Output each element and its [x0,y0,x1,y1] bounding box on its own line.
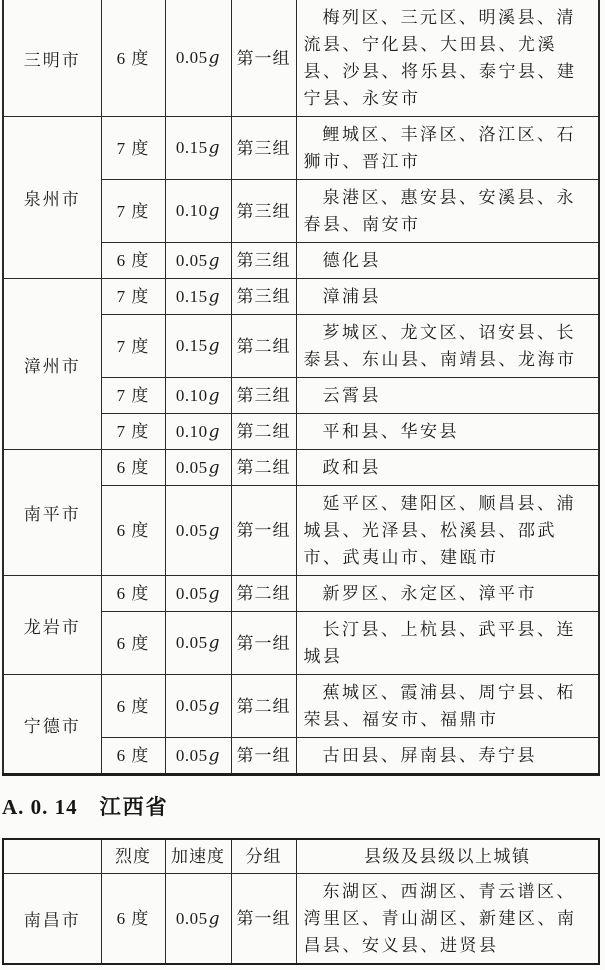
table-row [3,450,599,486]
intensity-cell: 6 度 [101,874,165,965]
acceleration-value: 0.05 [175,633,208,652]
acceleration-cell [165,243,231,279]
group-cell: 第二组 [231,414,296,450]
towns-cell: 梅列区、三元区、明溪县、清流县、宁化县、大田县、尤溪县、沙县、将乐县、泰宁县、建宁县、永安市 [296,0,599,117]
header-group: 分组 [231,839,296,874]
header-row [3,839,599,874]
towns-cell: 平和县、华安县 [296,414,599,450]
city-cell: 南昌市 [3,874,101,965]
towns-cell: 漳浦县 [296,279,599,315]
acceleration-value: 0.05 [175,908,208,928]
acceleration-value: 0.10 [175,385,208,405]
header-city-empty [3,839,101,874]
acceleration-unit: g [208,633,221,653]
acceleration-unit: g [208,583,221,604]
intensity-cell: 7 度 [101,378,165,414]
acceleration-unit: g [208,745,221,766]
table-row [3,576,599,612]
city-cell: 龙岩市 [3,576,101,675]
acceleration-value: 0.10 [175,421,208,441]
acceleration-cell [165,486,231,576]
acceleration-value: 0.05 [175,250,208,270]
group-cell: 第一组 [231,874,296,965]
acceleration-cell [165,576,231,612]
header-acceleration: 加速度 [165,839,231,874]
group-cell: 第三组 [231,378,296,414]
acceleration-unit: g [208,520,221,541]
acceleration-value: 0.05 [175,696,208,715]
city-cell: 三明市 [3,0,101,117]
table-row [3,0,599,117]
acceleration-cell [165,612,231,675]
acceleration-value: 0.15 [175,138,208,157]
acceleration-cell [165,0,231,117]
towns-cell: 蕉城区、霞浦县、周宁县、柘荣县、福安市、福鼎市 [296,675,599,738]
intensity-cell: 7 度 [101,414,165,450]
section-heading [2,794,605,821]
acceleration-cell [165,738,231,775]
acceleration-value: 0.10 [175,201,208,220]
towns-cell: 古田县、屏南县、寿宁县 [296,738,599,775]
group-cell: 第三组 [231,117,296,180]
towns-cell: 新罗区、永定区、漳平市 [296,576,599,612]
group-cell: 第一组 [231,486,296,576]
acceleration-unit: g [208,696,221,716]
acceleration-unit: g [208,286,221,307]
section-title: 江西省 [99,795,169,819]
towns-cell: 鲤城区、丰泽区、洛江区、石狮市、晋江市 [296,117,599,180]
towns-cell: 东湖区、西湖区、青云谱区、湾里区、青山湖区、新建区、南昌县、安义县、进贤县 [296,874,599,965]
intensity-cell: 6 度 [101,243,165,279]
acceleration-cell [165,279,231,315]
group-cell: 第三组 [231,180,296,243]
acceleration-cell [165,414,231,450]
acceleration-value: 0.05 [175,745,208,765]
intensity-cell: 7 度 [101,315,165,378]
acceleration-value: 0.05 [175,457,208,477]
acceleration-cell [165,675,231,738]
group-cell: 第一组 [231,612,296,675]
towns-cell: 泉港区、惠安县、安溪县、永春县、南安市 [296,180,599,243]
city-cell: 南平市 [3,450,101,576]
header-intensity: 烈度 [101,839,165,874]
acceleration-value: 0.15 [175,336,208,355]
intensity-cell: 6 度 [101,450,165,486]
acceleration-unit: g [208,457,221,478]
acceleration-value: 0.05 [175,520,208,540]
acceleration-unit: g [208,201,221,221]
acceleration-unit: g [208,385,221,406]
header-towns: 县级及县级以上城镇 [296,839,599,874]
acceleration-unit: g [208,48,221,68]
acceleration-unit: g [208,336,221,356]
table-row [3,117,599,180]
acceleration-unit: g [208,908,221,929]
group-cell: 第二组 [231,315,296,378]
fujian-seismic-table [2,0,600,776]
group-cell: 第一组 [231,738,296,775]
towns-cell: 德化县 [296,243,599,279]
table-row [3,675,599,738]
group-cell: 第一组 [231,0,296,117]
group-cell: 第二组 [231,576,296,612]
acceleration-cell [165,378,231,414]
group-cell: 第二组 [231,675,296,738]
intensity-cell: 6 度 [101,0,165,117]
towns-cell: 云霄县 [296,378,599,414]
group-cell: 第二组 [231,450,296,486]
acceleration-cell [165,450,231,486]
group-cell: 第三组 [231,279,296,315]
table-row [3,874,599,965]
intensity-cell: 6 度 [101,576,165,612]
acceleration-value: 0.05 [175,583,208,603]
city-cell: 漳州市 [3,279,101,450]
city-cell: 宁德市 [3,675,101,775]
towns-cell: 延平区、建阳区、顺昌县、浦城县、光泽县、松溪县、邵武市、武夷山市、建瓯市 [296,486,599,576]
acceleration-value: 0.15 [175,286,208,306]
acceleration-cell [165,315,231,378]
towns-cell: 长汀县、上杭县、武平县、连城县 [296,612,599,675]
table-row [3,279,599,315]
towns-cell: 芗城区、龙文区、诏安县、长泰县、东山县、南靖县、龙海市 [296,315,599,378]
intensity-cell: 7 度 [101,279,165,315]
intensity-cell: 6 度 [101,612,165,675]
city-cell: 泉州市 [3,117,101,279]
towns-cell: 政和县 [296,450,599,486]
acceleration-value: 0.05 [175,48,208,67]
intensity-cell: 6 度 [101,675,165,738]
intensity-cell: 7 度 [101,117,165,180]
intensity-cell: 6 度 [101,738,165,775]
acceleration-cell [165,874,231,965]
intensity-cell: 6 度 [101,486,165,576]
section-number: A. 0. 14 [2,795,78,819]
group-cell: 第三组 [231,243,296,279]
acceleration-unit: g [208,421,221,442]
acceleration-unit: g [208,138,221,158]
acceleration-cell [165,117,231,180]
intensity-cell: 7 度 [101,180,165,243]
acceleration-unit: g [208,250,221,271]
acceleration-cell [165,180,231,243]
jiangxi-seismic-table [2,838,600,965]
